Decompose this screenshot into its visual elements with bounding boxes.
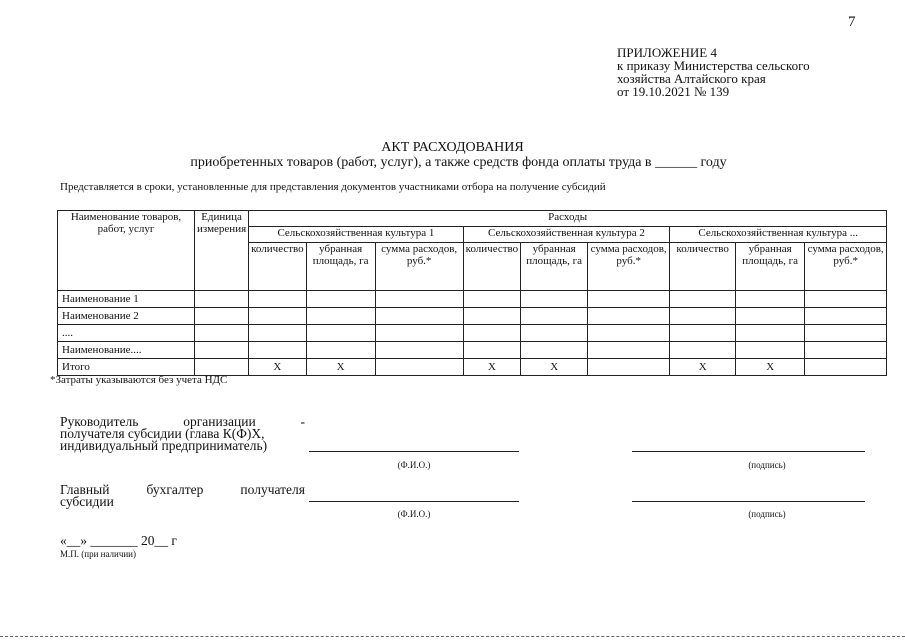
header-qty: количество bbox=[249, 243, 307, 291]
head-signature-label bbox=[60, 416, 305, 452]
appendix-header bbox=[617, 46, 810, 98]
table-row-total bbox=[58, 359, 887, 376]
signature-caption: (подпись) bbox=[748, 460, 786, 470]
head-line-3: индивидуальный предприниматель) bbox=[60, 438, 268, 453]
x-mark: Х bbox=[736, 359, 805, 376]
header-qty: количество bbox=[463, 243, 521, 291]
x-mark: Х bbox=[463, 359, 521, 376]
x-mark: Х bbox=[670, 359, 736, 376]
table-row bbox=[58, 325, 887, 342]
stamp-note: М.П. (при наличии) bbox=[60, 549, 136, 559]
signature-line bbox=[632, 451, 865, 452]
accountant-line-1: Главный бухгалтер получателя bbox=[60, 482, 305, 497]
fio-line bbox=[309, 451, 519, 452]
header-culture-2: Сельскохозяйственная культура 2 bbox=[463, 227, 670, 243]
row-label-total: Итого bbox=[58, 359, 195, 376]
table-row bbox=[58, 291, 887, 308]
header-culture-n: Сельскохозяйственная культура ... bbox=[670, 227, 887, 243]
header-culture-1: Сельскохозяйственная культура 1 bbox=[249, 227, 464, 243]
expense-table bbox=[57, 210, 887, 376]
header-expenses: Расходы bbox=[249, 211, 887, 227]
header-area: убранная площадь, га bbox=[306, 243, 375, 291]
document-title: АКТ РАСХОДОВАНИЯ bbox=[381, 140, 524, 155]
document-subtitle: приобретенных товаров (работ, услуг), а также средств фонда оплаты труда в ______ году bbox=[190, 155, 727, 170]
head-line-1: Руководитель организации - bbox=[60, 414, 305, 429]
accountant-line-2: субсидии bbox=[60, 494, 114, 509]
table-row bbox=[58, 342, 887, 359]
date-line: «__» _______ 20__ г bbox=[60, 533, 177, 548]
row-label: .... bbox=[58, 325, 195, 342]
header-qty: количество bbox=[670, 243, 736, 291]
table-row bbox=[58, 308, 887, 325]
x-mark: Х bbox=[306, 359, 375, 376]
appendix-date: от 19.10.2021 № 139 bbox=[617, 84, 730, 99]
appendix-line: к приказу Министерства сельского bbox=[617, 58, 810, 73]
appendix-title: ПРИЛОЖЕНИЕ 4 bbox=[617, 45, 717, 60]
row-label: Наименование 1 bbox=[58, 291, 195, 308]
fio-caption: (Ф.И.О.) bbox=[397, 460, 431, 470]
row-label: Наименование.... bbox=[58, 342, 195, 359]
fio-caption: (Ф.И.О.) bbox=[397, 509, 431, 519]
head-line-2: получателя субсидии (глава К(Ф)Х, bbox=[60, 426, 265, 441]
header-sum: сумма расходов, руб.* bbox=[375, 243, 463, 291]
footnote: *Затраты указываются без учета НДС bbox=[50, 374, 228, 386]
header-area: убранная площадь, га bbox=[521, 243, 588, 291]
page-number: 7 bbox=[848, 14, 856, 30]
header-unit: Единица измерения bbox=[195, 211, 249, 291]
signature-line bbox=[632, 501, 865, 502]
row-label: Наименование 2 bbox=[58, 308, 195, 325]
header-sum: сумма расходов, руб.* bbox=[588, 243, 670, 291]
intro-text: Представляется в сроки, установленные для представления документов участниками отбора на получение субсидий bbox=[60, 181, 606, 193]
x-mark: Х bbox=[521, 359, 588, 376]
header-name: Наименование товаров, работ, услуг bbox=[58, 211, 195, 291]
page-bottom-rule bbox=[0, 636, 905, 637]
header-sum: сумма расходов, руб.* bbox=[805, 243, 887, 291]
x-mark: Х bbox=[249, 359, 307, 376]
header-area: убранная площадь, га bbox=[736, 243, 805, 291]
accountant-signature-label bbox=[60, 484, 305, 508]
signature-caption: (подпись) bbox=[748, 509, 786, 519]
fio-line bbox=[309, 501, 519, 502]
appendix-line: хозяйства Алтайского края bbox=[617, 71, 766, 86]
